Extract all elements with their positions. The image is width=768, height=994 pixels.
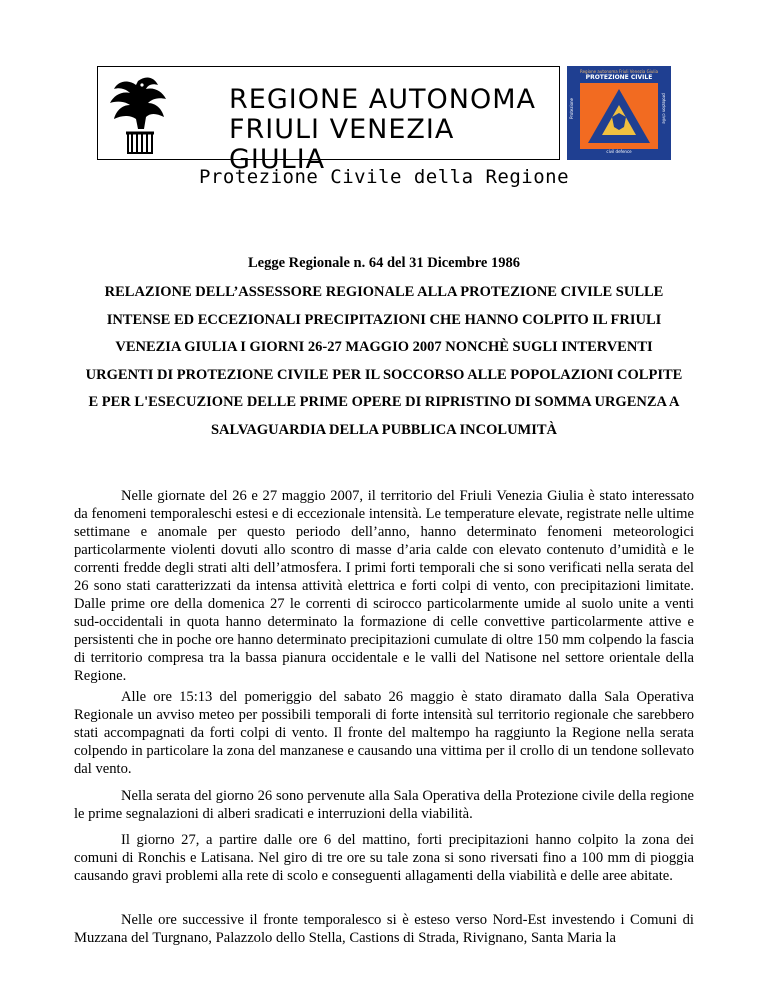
paragraph-2: Alle ore 15:13 del pomeriggio del sabato 26 maggio è stato diramato dalla Sala Operativa Regionale un avviso meteo per possibili temporali di forte intensità sul territorio regionale che sarebbero stati accompagnati da forti colpi di vento. Il fronte del maltempo ha raggiunto la Regione nella serata colpendo in particolare la zona del manzanese e causando una vittima per il crollo di un tendone sollevato dal vento.	[74, 689, 694, 777]
pc-logo-bottom-text: civil defence	[606, 149, 632, 154]
protezione-civile-logo	[567, 66, 671, 160]
page-subtitle: Protezione Civile della Regione	[198, 166, 570, 188]
paragraph-3: Nella serata del giorno 26 sono pervenute alla Sala Operativa della Protezione civile della regione le prime segnalazioni di alberi sradicati e interruzioni della viabilità.	[74, 788, 694, 822]
region-name-line1: REGIONE AUTONOMA	[229, 84, 536, 115]
pc-logo-right-text: protezion civile	[661, 93, 667, 124]
pc-logo-top-text: Regione autonoma Friuli Venezia Giulia	[579, 69, 659, 74]
law-reference: Legge Regionale n. 64 del 31 Dicembre 1986	[248, 255, 520, 271]
region-name-line2: FRIULI VENEZIA GIULIA	[229, 114, 455, 175]
paragraph-1: Nelle giornate del 26 e 27 maggio 2007, il territorio del Friuli Venezia Giulia è stato interessato da fenomeni temporaleschi estesi e di eccezionale intensità. Le temperature elevate, registrate nelle ultime settimane e anomale per questo periodo dell’anno, hanno determinato fenomeni meteorologici particolarmente violenti dovuti allo scontro di masse d’aria calde con elevato contenuto d’umidità e le correnti fredde degli strati alti dell’atmosfera. I primi forti temporali che si sono verificati nella serata del 26 sono stati caratterizzati da intensa attività elettrica e forti colpi di vento, con precipitazioni limitate. Dalle prime ore della domenica 27 le correnti di scirocco particolarmente umide al suolo unite a venti sud-occidentali in quota hanno determinato la formazione di celle convettive particolarmente attive e persistenti che in poche ore hanno determinato precipitazioni cumulate di oltre 150 mm colpendo la fascia di territorio compresa tra la bassa pianura occidentale e le valli del Natisone nel settore orientale della Regione.	[74, 488, 694, 684]
paragraph-5: Nelle ore successive il fronte temporalesco si è esteso verso Nord-Est investendo i Comuni di Muzzana del Turgnano, Palazzolo dello Stella, Castions di Strada, Rivignano, Santa Maria la	[74, 912, 694, 946]
eagle-emblem-icon	[108, 71, 170, 157]
report-title: RELAZIONE DELL’ASSESSORE REGIONALE ALLA PROTEZIONE CIVILE SULLE INTENSE ED ECCEZIONALI PRECIPITAZIONI CHE HANNO COLPITO IL FRIULI VENEZIA GIULIA I GIORNI 26-27 MAGGIO 2007 NONCHÈ SUGLI INTERVENTI URGENTI DI PROTEZIONE CIVILE PER IL SOCCORSO ALLE POPOLAZIONI COLPITE E PER L'ESECUZIONE DELLE PRIME OPERE DI RIPRISTINO DI SOMMA URGENZA A SALVAGUARDIA DELLA PUBBLICA INCOLUMITÀ	[85, 284, 683, 438]
paragraph-4: Il giorno 27, a partire dalle ore 6 del mattino, forti precipitazioni hanno colpito la zona dei comuni di Ronchis e Latisana. Nel giro di tre ore su tale zona si sono riversati fino a 100 mm di pioggia causando gravi problemi alla rete di scolo e conseguenti allagamenti della viabilità e delle aree abitate.	[74, 832, 694, 884]
region-name	[229, 85, 559, 175]
header-box	[97, 66, 560, 175]
pc-logo-title: PROTEZIONE CIVILE	[585, 74, 653, 81]
pc-logo-left-text: Protezione	[569, 97, 575, 120]
civil-defence-triangle-icon	[580, 83, 658, 149]
